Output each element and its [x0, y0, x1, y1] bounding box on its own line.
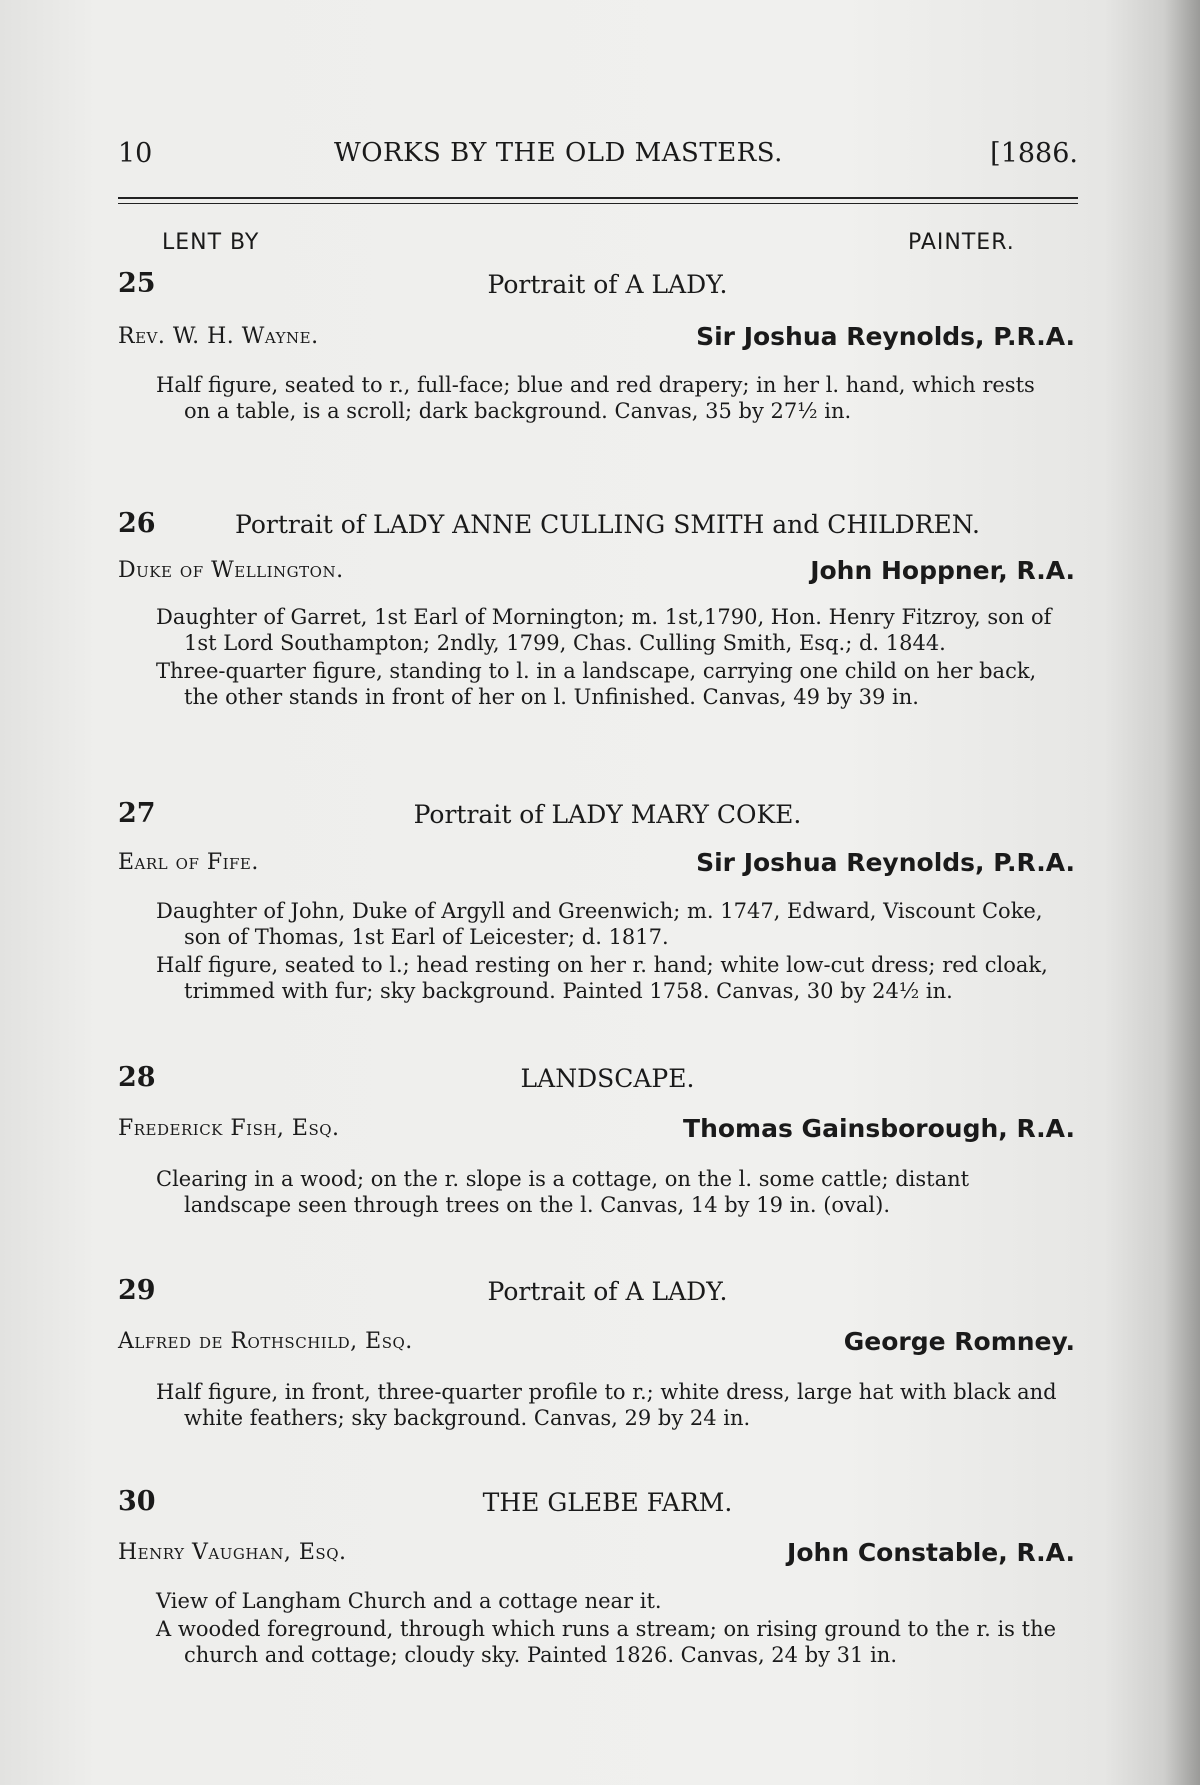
entry-lender: Earl of Fife.: [118, 850, 259, 875]
entry-number: 28: [118, 1062, 156, 1093]
entry-description: [156, 1379, 1066, 1433]
entry-description: [156, 372, 1066, 426]
entry-description: [156, 898, 1066, 1006]
description-paragraph: Clearing in a wood; on the r. slope is a cottage, on the l. some cattle; distant landscape seen through trees on the l. Canvas, 14 by 19 in. (oval).: [156, 1167, 970, 1217]
entry-lender: Frederick Fish, Esq.: [118, 1116, 340, 1141]
entry-title: THE GLEBE FARM.: [482, 1488, 733, 1517]
entry-painter: George Romney.: [843, 1327, 1075, 1356]
entry-number: 25: [118, 268, 156, 299]
entry-number: 30: [118, 1486, 156, 1517]
description-paragraph: Half figure, seated to l.; head resting on her r. hand; white low-cut dress; red cloak, trimmed with fur; sky background. Painted 1758. Canvas, 30 by 24½ in.: [156, 953, 1048, 1003]
column-heading-lent-by: LENT BY: [162, 230, 260, 255]
running-header: [118, 138, 1078, 178]
entry-description: [156, 604, 1066, 712]
entry-title: LANDSCAPE.: [520, 1064, 695, 1093]
entry-title: Portrait of LADY MARY COKE.: [413, 800, 802, 829]
page-title: WORKS BY THE OLD MASTERS.: [334, 138, 783, 168]
entry-number: 26: [118, 508, 156, 539]
entry-number: 29: [118, 1275, 156, 1306]
entry-painter: John Hoppner, R.A.: [810, 556, 1075, 585]
header-rule: [118, 197, 1078, 199]
description-paragraph: Daughter of Garret, 1st Earl of Mornington; m. 1st,1790, Hon. Henry Fitzroy, son of 1st Lord Southampton; 2ndly, 1799, Chas. Culling Smith, Esq.; d. 1844.: [156, 605, 1052, 655]
entry-title: Portrait of A LADY.: [487, 270, 728, 299]
description-paragraph: Three-quarter figure, standing to l. in a landscape, carrying one child on her back, the other stands in front of her on l. Unfinished. Canvas, 49 by 39 in.: [156, 659, 1037, 709]
page-number: 10: [118, 138, 153, 169]
column-heading-painter: PAINTER.: [908, 230, 1015, 255]
entry-title: Portrait of LADY ANNE CULLING SMITH and CHILDREN.: [235, 510, 980, 539]
description-paragraph: Daughter of John, Duke of Argyll and Greenwich; m. 1747, Edward, Viscount Coke, son of Thomas, 1st Earl of Leicester; d. 1817.: [156, 899, 1043, 949]
entry-description: [156, 1166, 1066, 1220]
entry-lender: Henry Vaughan, Esq.: [118, 1540, 347, 1565]
description-paragraph: Half figure, in front, three-quarter profile to r.; white dress, large hat with black and white feathers; sky background. Canvas, 29 by 24 in.: [156, 1380, 1057, 1430]
description-paragraph: View of Langham Church and a cottage near it.: [156, 1589, 662, 1613]
description-paragraph: A wooded foreground, through which runs a stream; on rising ground to the r. is the church and cottage; cloudy sky. Painted 1826. Canvas, 24 by 31 in.: [156, 1617, 1057, 1667]
header-rule-thin: [118, 203, 1078, 204]
entry-description: [156, 1588, 1066, 1670]
entry-lender: Alfred de Rothschild, Esq.: [118, 1329, 413, 1354]
entry-painter: Thomas Gainsborough, R.A.: [683, 1114, 1075, 1143]
entry-number: 27: [118, 798, 156, 829]
description-paragraph: Half figure, seated to r., full-face; blue and red drapery; in her l. hand, which rests on a table, is a scroll; dark background. Canvas, 35 by 27½ in.: [156, 373, 1035, 423]
page-year: [1886.: [990, 138, 1078, 169]
entry-lender: Rev. W. H. Wayne.: [118, 324, 319, 349]
entry-title: Portrait of A LADY.: [487, 1277, 728, 1306]
entry-painter: Sir Joshua Reynolds, P.R.A.: [696, 848, 1075, 877]
entry-painter: John Constable, R.A.: [787, 1538, 1075, 1567]
entry-lender: Duke of Wellington.: [118, 558, 344, 583]
entry-painter: Sir Joshua Reynolds, P.R.A.: [696, 322, 1075, 351]
